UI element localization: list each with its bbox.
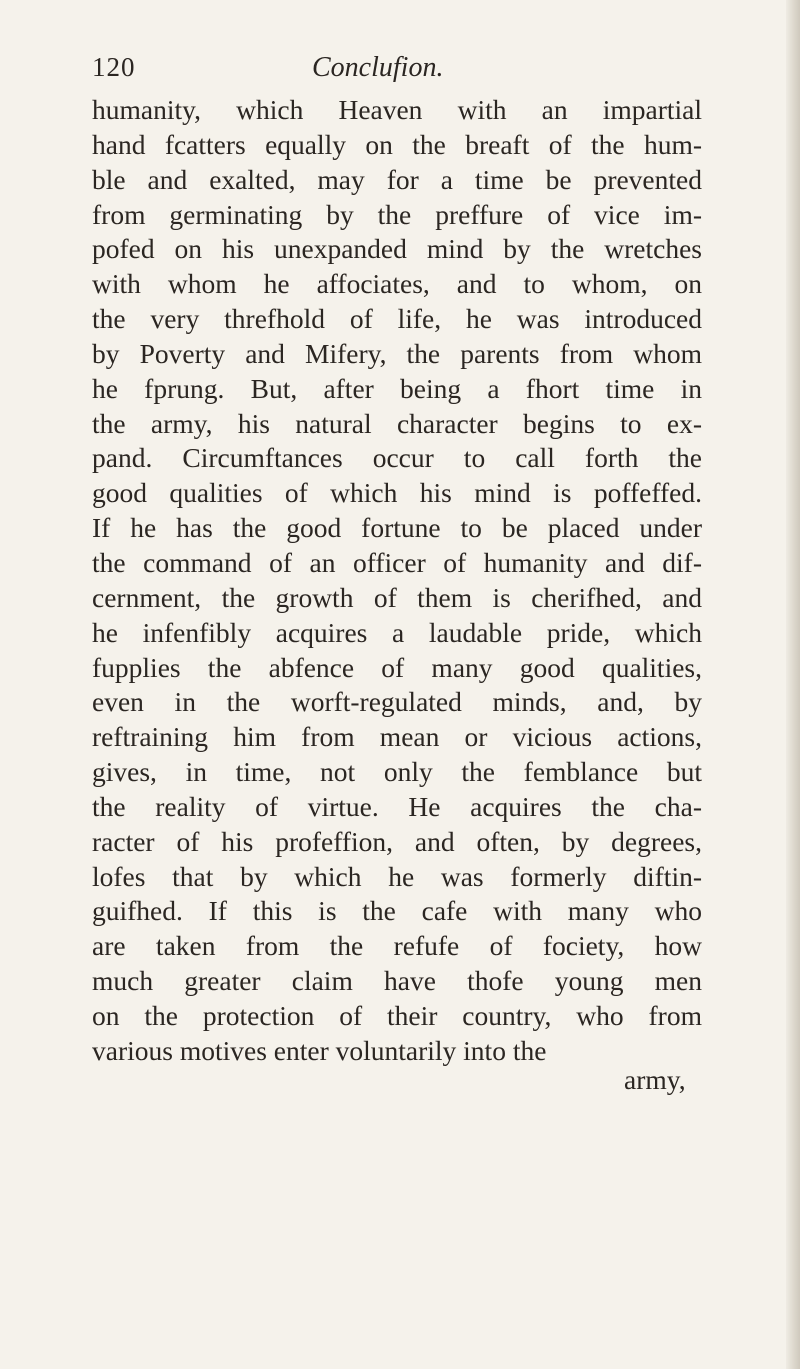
text-line: cernment, the growth of them is cherifhed, and bbox=[92, 581, 702, 613]
text-line: racter of his profeffion, and often, by degrees, bbox=[92, 825, 702, 857]
text-line: he fprung. But, after being a fhort time in bbox=[92, 372, 702, 404]
catchword: army, bbox=[624, 1064, 686, 1095]
body-text bbox=[92, 93, 702, 1069]
page-binding-edge bbox=[786, 0, 800, 1369]
text-line: the command of an officer of humanity and dif- bbox=[92, 546, 702, 578]
text-line: pand. Circumftances occur to call forth the bbox=[92, 442, 702, 474]
text-line: from germinating by the preffure of vice im- bbox=[92, 198, 702, 230]
text-line: reftraining him from mean or vicious actions, bbox=[92, 721, 702, 753]
text-line: ble and exalted, may for a time be prevented bbox=[92, 163, 702, 195]
text-line: guifhed. If this is the cafe with many who bbox=[92, 895, 702, 927]
text-line: by Poverty and Mifery, the parents from whom bbox=[92, 337, 702, 369]
text-line: are taken from the refufe of fociety, how bbox=[92, 930, 702, 962]
running-head: Conclufion. bbox=[312, 52, 444, 83]
text-line: lofes that by which he was formerly diftin- bbox=[92, 860, 702, 892]
text-line: If he has the good fortune to be placed under bbox=[92, 512, 702, 544]
text-line: with whom he affociates, and to whom, on bbox=[92, 268, 702, 300]
text-line: on the protection of their country, who from bbox=[92, 999, 702, 1031]
text-line: much greater claim have thofe young men bbox=[92, 965, 702, 997]
text-line: even in the worft-regulated minds, and, by bbox=[92, 686, 702, 718]
page-number: 120 bbox=[92, 52, 136, 82]
text-line: he infenfibly acquires a laudable pride, which bbox=[92, 616, 702, 648]
text-line: humanity, which Heaven with an impartial bbox=[92, 94, 702, 125]
text-line: hand fcatters equally on the breaft of the hum- bbox=[92, 128, 702, 160]
text-line: good qualities of which his mind is poffeffed. bbox=[92, 477, 702, 509]
text-line: pofed on his unexpanded mind by the wretches bbox=[92, 233, 702, 265]
text-line: the very threfhold of life, he was introduced bbox=[92, 303, 702, 335]
text-line: the reality of virtue. He acquires the cha- bbox=[92, 790, 702, 822]
text-line: gives, in time, not only the femblance but bbox=[92, 756, 702, 788]
page-header bbox=[92, 52, 732, 92]
text-line: the army, his natural character begins to ex- bbox=[92, 407, 702, 439]
text-line: various motives enter voluntarily into the bbox=[92, 1034, 547, 1066]
text-line: fupplies the abfence of many good qualities, bbox=[92, 651, 702, 683]
